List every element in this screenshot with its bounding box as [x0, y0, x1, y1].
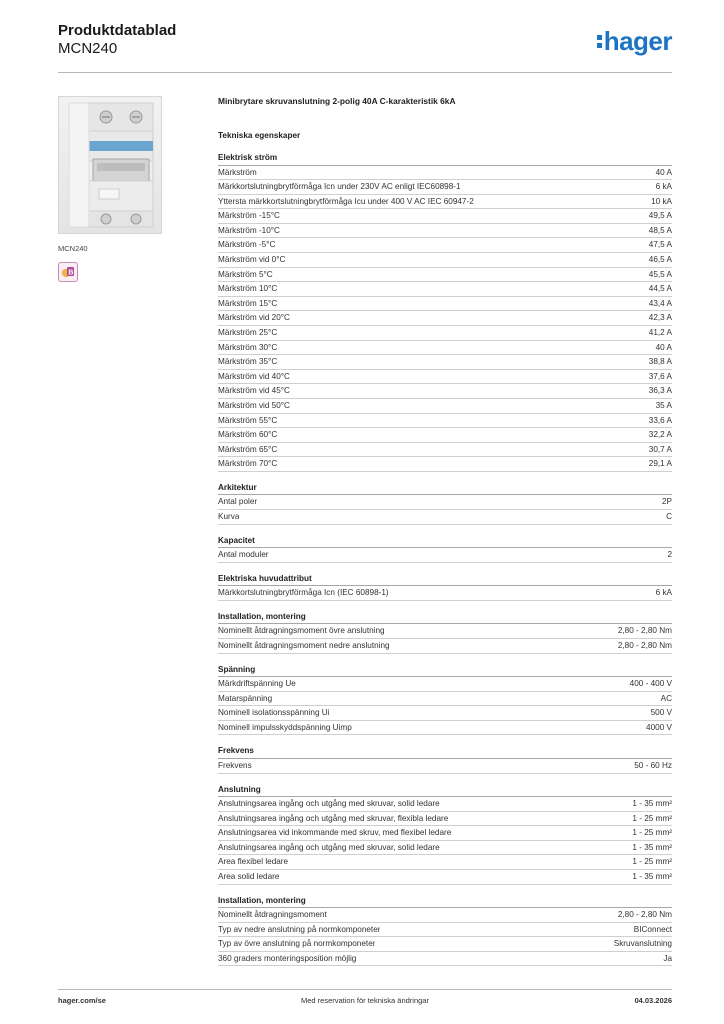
- spec-value: 36,3 A: [648, 386, 672, 396]
- spec-value: 43,4 A: [648, 298, 672, 308]
- spec-label: Area flexibel ledare: [218, 857, 289, 867]
- spec-label: Märkström 10°C: [218, 284, 278, 294]
- footer-note: Med reservation för tekniska ändringar: [301, 996, 429, 1005]
- spec-label: Märkström 30°C: [218, 342, 278, 352]
- spec-row: [218, 586, 672, 601]
- spec-row: [218, 443, 672, 458]
- spec-column: [218, 96, 672, 966]
- spec-row: [218, 195, 672, 210]
- spec-value: 1 - 25 mm²: [632, 857, 672, 867]
- spec-row: [218, 759, 672, 774]
- spec-row: [218, 952, 672, 967]
- spec-value: 49,5 A: [648, 211, 672, 221]
- spec-label: Märkkortslutningbrytförmåga Icn (IEC 60898-1): [218, 588, 389, 598]
- website-link[interactable]: hager.com/se: [58, 996, 106, 1005]
- spec-value: 42,3 A: [648, 313, 672, 323]
- spec-label: Matarspänning: [218, 693, 273, 703]
- spec-row: [218, 639, 672, 654]
- section-title: Arkitektur: [218, 482, 672, 496]
- spec-label: Nominellt åtdragningsmoment övre anslutning: [218, 626, 385, 636]
- spec-label: Märkström -5°C: [218, 240, 276, 250]
- eco-label-icon: [58, 262, 78, 282]
- spec-section: [218, 152, 672, 472]
- section-title: Elektriska huvudattribut: [218, 573, 672, 587]
- section-title: Frekvens: [218, 745, 672, 759]
- spec-label: Märkström vid 40°C: [218, 371, 290, 381]
- spec-label: Anslutningsarea ingång och utgång med skruvar, solid ledare: [218, 842, 440, 852]
- spec-row: [218, 224, 672, 239]
- spec-label: 360 graders monteringsposition möjlig: [218, 953, 357, 963]
- spec-value: 40 A: [655, 167, 672, 177]
- spec-section: [218, 535, 672, 563]
- spec-label: Märkdriftspänning Ue: [218, 679, 296, 689]
- spec-value: AC: [660, 693, 672, 703]
- spec-label: Märkström -10°C: [218, 225, 280, 235]
- spec-value: 45,5 A: [648, 269, 672, 279]
- spec-row: [218, 311, 672, 326]
- spec-value: 48,5 A: [648, 225, 672, 235]
- spec-label: Märkström 55°C: [218, 415, 278, 425]
- spec-value: 47,5 A: [648, 240, 672, 250]
- spec-label: Yttersta märkkortslutningbrytförmåga Icu under 400 V AC IEC 60947-2: [218, 196, 474, 206]
- spec-row: [218, 510, 672, 525]
- product-image-column: [58, 96, 162, 282]
- spec-value: 50 - 60 Hz: [634, 760, 672, 770]
- spec-label: Anslutningsarea ingång och utgång med skruvar, solid ledare: [218, 799, 440, 808]
- spec-value: 2: [667, 550, 672, 560]
- spec-value: Skruvanslutning: [613, 939, 672, 949]
- spec-label: Nominellt åtdragningsmoment: [218, 910, 327, 920]
- spec-row: [218, 624, 672, 639]
- spec-row: [218, 457, 672, 472]
- spec-label: Märkström 15°C: [218, 298, 278, 308]
- spec-row: [218, 706, 672, 721]
- spec-value: 2,80 - 2,80 Nm: [617, 626, 672, 636]
- spec-row: [218, 721, 672, 736]
- spec-row: [218, 268, 672, 283]
- spec-row: [218, 384, 672, 399]
- spec-label: Märkström vid 20°C: [218, 313, 290, 323]
- spec-label: Kurva: [218, 512, 240, 522]
- spec-label: Märkström 60°C: [218, 430, 278, 440]
- spec-label: Märkström 65°C: [218, 444, 278, 454]
- spec-label: Nominell impulsskyddspänning Uimp: [218, 722, 352, 732]
- spec-label: Nominellt åtdragningsmoment nedre anslutning: [218, 640, 390, 650]
- spec-row: [218, 166, 672, 181]
- spec-value: Ja: [663, 953, 672, 963]
- footer-date: 04.03.2026: [634, 996, 672, 1005]
- product-code: MCN240: [58, 40, 118, 57]
- spec-section: [218, 895, 672, 967]
- spec-label: Frekvens: [218, 760, 252, 770]
- spec-row: [218, 870, 672, 885]
- product-description: Minibrytare skruvanslutning 2-polig 40A C-karakteristik 6kA: [218, 96, 456, 106]
- section-title: Kapacitet: [218, 535, 672, 549]
- spec-value: 500 V: [650, 708, 672, 718]
- spec-value: 1 - 35 mm²: [632, 871, 672, 881]
- spec-section: [218, 482, 672, 525]
- spec-section: [218, 611, 672, 654]
- spec-row: [218, 370, 672, 385]
- spec-value: 1 - 25 mm²: [632, 813, 672, 823]
- spec-value: 44,5 A: [648, 284, 672, 294]
- spec-label: Märkström vid 50°C: [218, 401, 290, 410]
- section-title: Installation, montering: [218, 611, 672, 625]
- spec-value: 41,2 A: [648, 328, 672, 338]
- spec-label: Märkström 25°C: [218, 328, 278, 338]
- spec-label: Märkström vid 0°C: [218, 255, 286, 265]
- spec-label: Nominell isolationsspänning Ui: [218, 708, 330, 718]
- spec-label: Antal moduler: [218, 550, 269, 560]
- spec-label: Area solid ledare: [218, 871, 280, 881]
- properties-heading: Tekniska egenskaper: [218, 131, 301, 140]
- spec-label: Märkström: [218, 167, 257, 177]
- spec-value: 40 A: [655, 342, 672, 352]
- spec-label: Märkström -15°C: [218, 211, 280, 221]
- logo-dots-icon: [597, 32, 602, 51]
- section-title: Spänning: [218, 664, 672, 678]
- logo-text: hager: [603, 26, 672, 56]
- spec-row: [218, 297, 672, 312]
- spec-row: [218, 209, 672, 224]
- spec-value: 38,8 A: [648, 357, 672, 367]
- header-divider: [58, 72, 672, 73]
- spec-value: 29,1 A: [648, 459, 672, 469]
- document-title: Produktdatablad: [58, 22, 177, 39]
- image-caption: MCN240: [58, 244, 88, 253]
- spec-value: BIConnect: [633, 924, 672, 934]
- spec-row: [218, 908, 672, 923]
- spec-value: 4000 V: [646, 722, 672, 732]
- spec-label: Märkström 5°C: [218, 269, 273, 279]
- spec-row: [218, 855, 672, 870]
- spec-label: Antal poler: [218, 497, 258, 507]
- spec-value: 2,80 - 2,80 Nm: [617, 910, 672, 920]
- spec-value: 2,80 - 2,80 Nm: [617, 640, 672, 650]
- spec-value: 46,5 A: [648, 255, 672, 265]
- product-image: [58, 96, 162, 234]
- page-header: [58, 22, 672, 66]
- spec-value: 10 kA: [651, 196, 672, 206]
- spec-label: Märkström vid 45°C: [218, 386, 290, 396]
- spec-value: 35 A: [655, 401, 672, 410]
- spec-row: [218, 812, 672, 827]
- spec-value: 2P: [661, 497, 672, 507]
- spec-section: [218, 573, 672, 601]
- spec-row: [218, 797, 672, 812]
- spec-sections: [218, 152, 672, 966]
- spec-value: 1 - 35 mm²: [632, 799, 672, 808]
- spec-label: Märkström 35°C: [218, 357, 278, 367]
- spec-row: [218, 677, 672, 692]
- spec-row: [218, 399, 672, 414]
- hager-logo: [597, 26, 672, 56]
- spec-label: Märkström 70°C: [218, 459, 278, 469]
- spec-row: [218, 180, 672, 195]
- spec-section: [218, 664, 672, 736]
- spec-row: [218, 326, 672, 341]
- spec-row: [218, 282, 672, 297]
- footer-divider: [58, 989, 672, 990]
- spec-label: Anslutningsarea vid inkommande med skruv, med flexibel ledare: [218, 828, 452, 838]
- spec-value: 37,6 A: [648, 371, 672, 381]
- spec-row: [218, 355, 672, 370]
- spec-row: [218, 937, 672, 952]
- spec-value: 30,7 A: [648, 444, 672, 454]
- spec-section: [218, 784, 672, 885]
- spec-row: [218, 428, 672, 443]
- spec-label: Anslutningsarea ingång och utgång med skruvar, flexibla ledare: [218, 813, 449, 823]
- spec-row: [218, 692, 672, 707]
- spec-row: [218, 253, 672, 268]
- spec-row: [218, 495, 672, 510]
- spec-section: [218, 745, 672, 773]
- spec-row: [218, 841, 672, 856]
- section-title: Elektrisk ström: [218, 152, 672, 166]
- spec-value: 33,6 A: [648, 415, 672, 425]
- spec-value: 1 - 35 mm²: [632, 842, 672, 852]
- section-title: Anslutning: [218, 784, 672, 798]
- circuit-breaker-icon: [59, 97, 163, 235]
- spec-value: 400 - 400 V: [629, 679, 672, 689]
- spec-value: 32,2 A: [648, 430, 672, 440]
- spec-row: [218, 826, 672, 841]
- spec-value: 1 - 25 mm²: [632, 828, 672, 838]
- spec-row: [218, 238, 672, 253]
- spec-label: Typ av övre anslutning på normkomponeter: [218, 939, 376, 949]
- svg-text:B: B: [68, 269, 74, 277]
- spec-value: C: [666, 512, 672, 522]
- spec-label: Märkkortslutningbrytförmåga Icn under 230V AC enligt IEC60898-1: [218, 182, 461, 192]
- spec-label: Typ av nedre anslutning på normkomponeter: [218, 924, 381, 934]
- spec-value: 6 kA: [655, 182, 672, 192]
- spec-row: [218, 341, 672, 356]
- spec-row: [218, 414, 672, 429]
- spec-value: 6 kA: [655, 588, 672, 598]
- section-title: Installation, montering: [218, 895, 672, 909]
- spec-row: [218, 923, 672, 938]
- spec-row: [218, 548, 672, 563]
